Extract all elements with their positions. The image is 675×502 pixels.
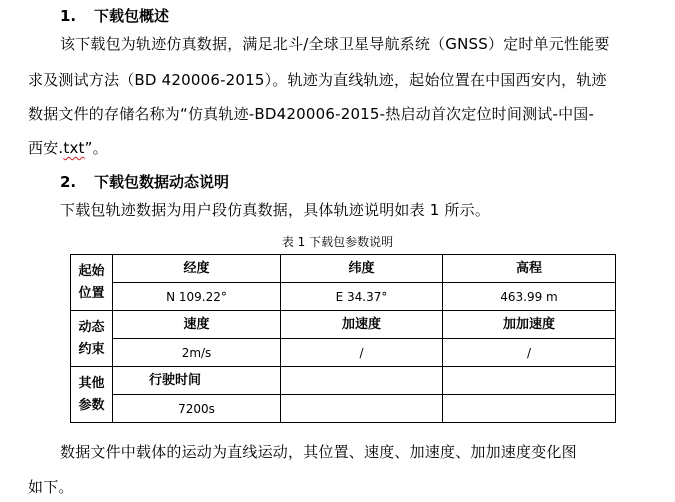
- value-empty-1: [281, 395, 443, 423]
- header-velocity: 速度: [113, 311, 281, 339]
- table-row: [71, 283, 616, 311]
- table-caption: 表 1 下载包参数说明: [281, 235, 394, 249]
- section-2-title: 下载包数据动态说明: [94, 173, 230, 191]
- overview-line-4-end: ”。: [84, 139, 108, 157]
- closing-line-1: 数据文件中载体的运动为直线运动，其位置、速度、加速度、加加速度变化图: [60, 443, 577, 461]
- overview-line-2: 求及测试方法（BD 420006-2015）。轨迹为直线轨迹，起始位置在中国西安内，轨迹: [28, 71, 607, 89]
- overview-line-1: 该下载包为轨迹仿真数据，满足北斗/全球卫星导航系统（GNSS）定时单元性能要: [60, 35, 610, 53]
- parameter-table: [70, 254, 616, 423]
- value-acceleration: /: [281, 339, 443, 367]
- overview-line-4-start: 西安.: [28, 139, 64, 157]
- header-latitude: 纬度: [281, 255, 443, 283]
- value-velocity: 2m/s: [113, 339, 281, 367]
- header-altitude: 高程: [443, 255, 616, 283]
- value-jerk: /: [443, 339, 616, 367]
- table-row: [71, 255, 616, 283]
- value-longitude: N 109.22°: [113, 283, 281, 311]
- section-2-heading: [60, 172, 229, 192]
- header-empty-2: [443, 367, 616, 395]
- section-1-heading: [60, 6, 169, 26]
- closing-line-2: 如下。: [28, 478, 74, 496]
- header-travel-time: 行驶时间: [113, 367, 281, 395]
- dynamics-description-line: 下载包轨迹数据为用户段仿真数据，具体轨迹说明如表 1 所示。: [60, 201, 491, 219]
- header-longitude: 经度: [113, 255, 281, 283]
- table-row: [71, 311, 616, 339]
- group-label-dynamic-constraints: 动态 约束: [71, 311, 113, 367]
- spellcheck-marked-word: txt: [63, 139, 85, 157]
- header-jerk: 加加速度: [443, 311, 616, 339]
- value-empty-2: [443, 395, 616, 423]
- header-empty-1: [281, 367, 443, 395]
- table-row: [71, 395, 616, 423]
- group-label-other-parameters: 其他 参数: [71, 367, 113, 423]
- value-latitude: E 34.37°: [281, 283, 443, 311]
- value-altitude: 463.99 m: [443, 283, 616, 311]
- overview-line-3: 数据文件的存储名称为“仿真轨迹-BD420006-2015-热启动首次定位时间测试-中国-: [28, 105, 595, 123]
- table-row: [71, 367, 616, 395]
- section-1-title: 下载包概述: [94, 7, 170, 25]
- table-row: [71, 339, 616, 367]
- section-2-number: 2.: [60, 173, 77, 191]
- group-label-start-position: 起始 位置: [71, 255, 113, 311]
- overview-line-4: [28, 138, 108, 158]
- section-1-number: 1.: [60, 7, 77, 25]
- header-acceleration: 加速度: [281, 311, 443, 339]
- value-travel-time: 7200s: [113, 395, 281, 423]
